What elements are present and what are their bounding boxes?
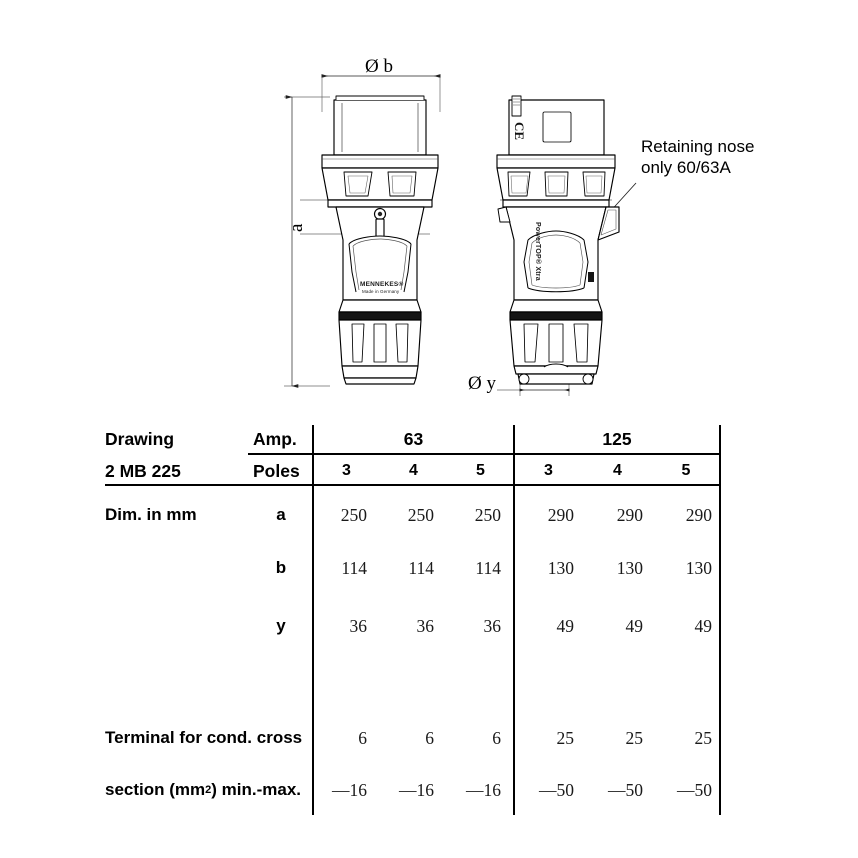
- technical-drawing: [0, 0, 858, 415]
- table-row: 49: [556, 615, 574, 636]
- callout-line-1: Retaining nose: [641, 137, 755, 156]
- row-label-section-suffix: ) min.-max.: [211, 780, 302, 799]
- row-label-section-prefix: section (mm: [105, 780, 206, 799]
- origin-text: Made in Germany: [362, 289, 400, 294]
- drawing-svg: [0, 0, 858, 415]
- table-row: —50: [539, 779, 574, 800]
- table-row: 49: [694, 615, 712, 636]
- table-row: 36: [483, 615, 501, 636]
- dimension-label-diameter-b: Ø b: [365, 56, 393, 77]
- table-row: 250: [407, 504, 434, 525]
- table-row: 6: [425, 727, 434, 748]
- ce-mark-text: CE: [512, 122, 527, 141]
- table-row: 36: [349, 615, 367, 636]
- table-row: —16: [466, 779, 501, 800]
- table-row: 114: [408, 557, 434, 578]
- row-sublabel-a: a: [276, 505, 286, 524]
- table-row: 290: [547, 504, 574, 525]
- table-row: 114: [341, 557, 367, 578]
- table-row: 6: [358, 727, 367, 748]
- table-row: 130: [547, 557, 574, 578]
- table-row: 114: [475, 557, 501, 578]
- table-row: 25: [556, 727, 574, 748]
- row-label-section: [105, 777, 310, 803]
- row-label-section-superscript: 2: [205, 784, 212, 796]
- table-row: 49: [625, 615, 643, 636]
- table-drawing-label: Drawing: [105, 428, 175, 449]
- retaining-nose-callout: [641, 136, 754, 178]
- table-poles-label: Poles: [253, 460, 300, 481]
- dimension-label-height-a: a: [286, 223, 307, 232]
- table-row: 290: [685, 504, 712, 525]
- specification-table: [0, 415, 858, 815]
- table-row: 250: [474, 504, 501, 525]
- table-drawing-number: 2 MB 225: [105, 460, 181, 481]
- table-poles-col-5: 4: [613, 462, 622, 479]
- row-label-dim-in-mm: Dim. in mm: [105, 505, 197, 524]
- brand-logo-text: MENNEKES®: [360, 281, 404, 288]
- table-row: 25: [625, 727, 643, 748]
- table-amp-label: Amp.: [253, 428, 297, 449]
- callout-line-2: only 60/63A: [641, 158, 731, 177]
- table-row: —16: [399, 779, 434, 800]
- row-label-blank-b: [105, 555, 265, 581]
- row-sublabel-b: b: [275, 558, 287, 577]
- table-poles-col-2: 4: [409, 462, 418, 479]
- row-label-terminal: Terminal for cond. cross: [105, 728, 303, 747]
- table-poles-col-6: 5: [681, 462, 691, 479]
- table-poles-col-3: 5: [476, 462, 485, 479]
- table-amp-group-63: 63: [403, 428, 424, 449]
- table-amp-group-125: 125: [602, 428, 632, 449]
- table-poles-col-1: 3: [342, 462, 351, 479]
- table-row: —50: [608, 779, 643, 800]
- table-row: —50: [677, 779, 712, 800]
- table-row: 36: [416, 615, 434, 636]
- table-row: 290: [616, 504, 643, 525]
- row-sublabel-y: y: [276, 616, 286, 635]
- table-row: 130: [685, 557, 712, 578]
- table-row: 130: [616, 557, 643, 578]
- table-row: 6: [492, 727, 501, 748]
- table-poles-col-4: 3: [544, 462, 553, 479]
- table-row: 25: [694, 727, 712, 748]
- dimension-label-diameter-y: Ø y: [468, 373, 496, 394]
- table-row: —16: [332, 779, 367, 800]
- table-row: 250: [340, 504, 367, 525]
- series-text: PowerTOP® Xtra: [534, 222, 541, 281]
- row-label-blank-y: [105, 613, 265, 639]
